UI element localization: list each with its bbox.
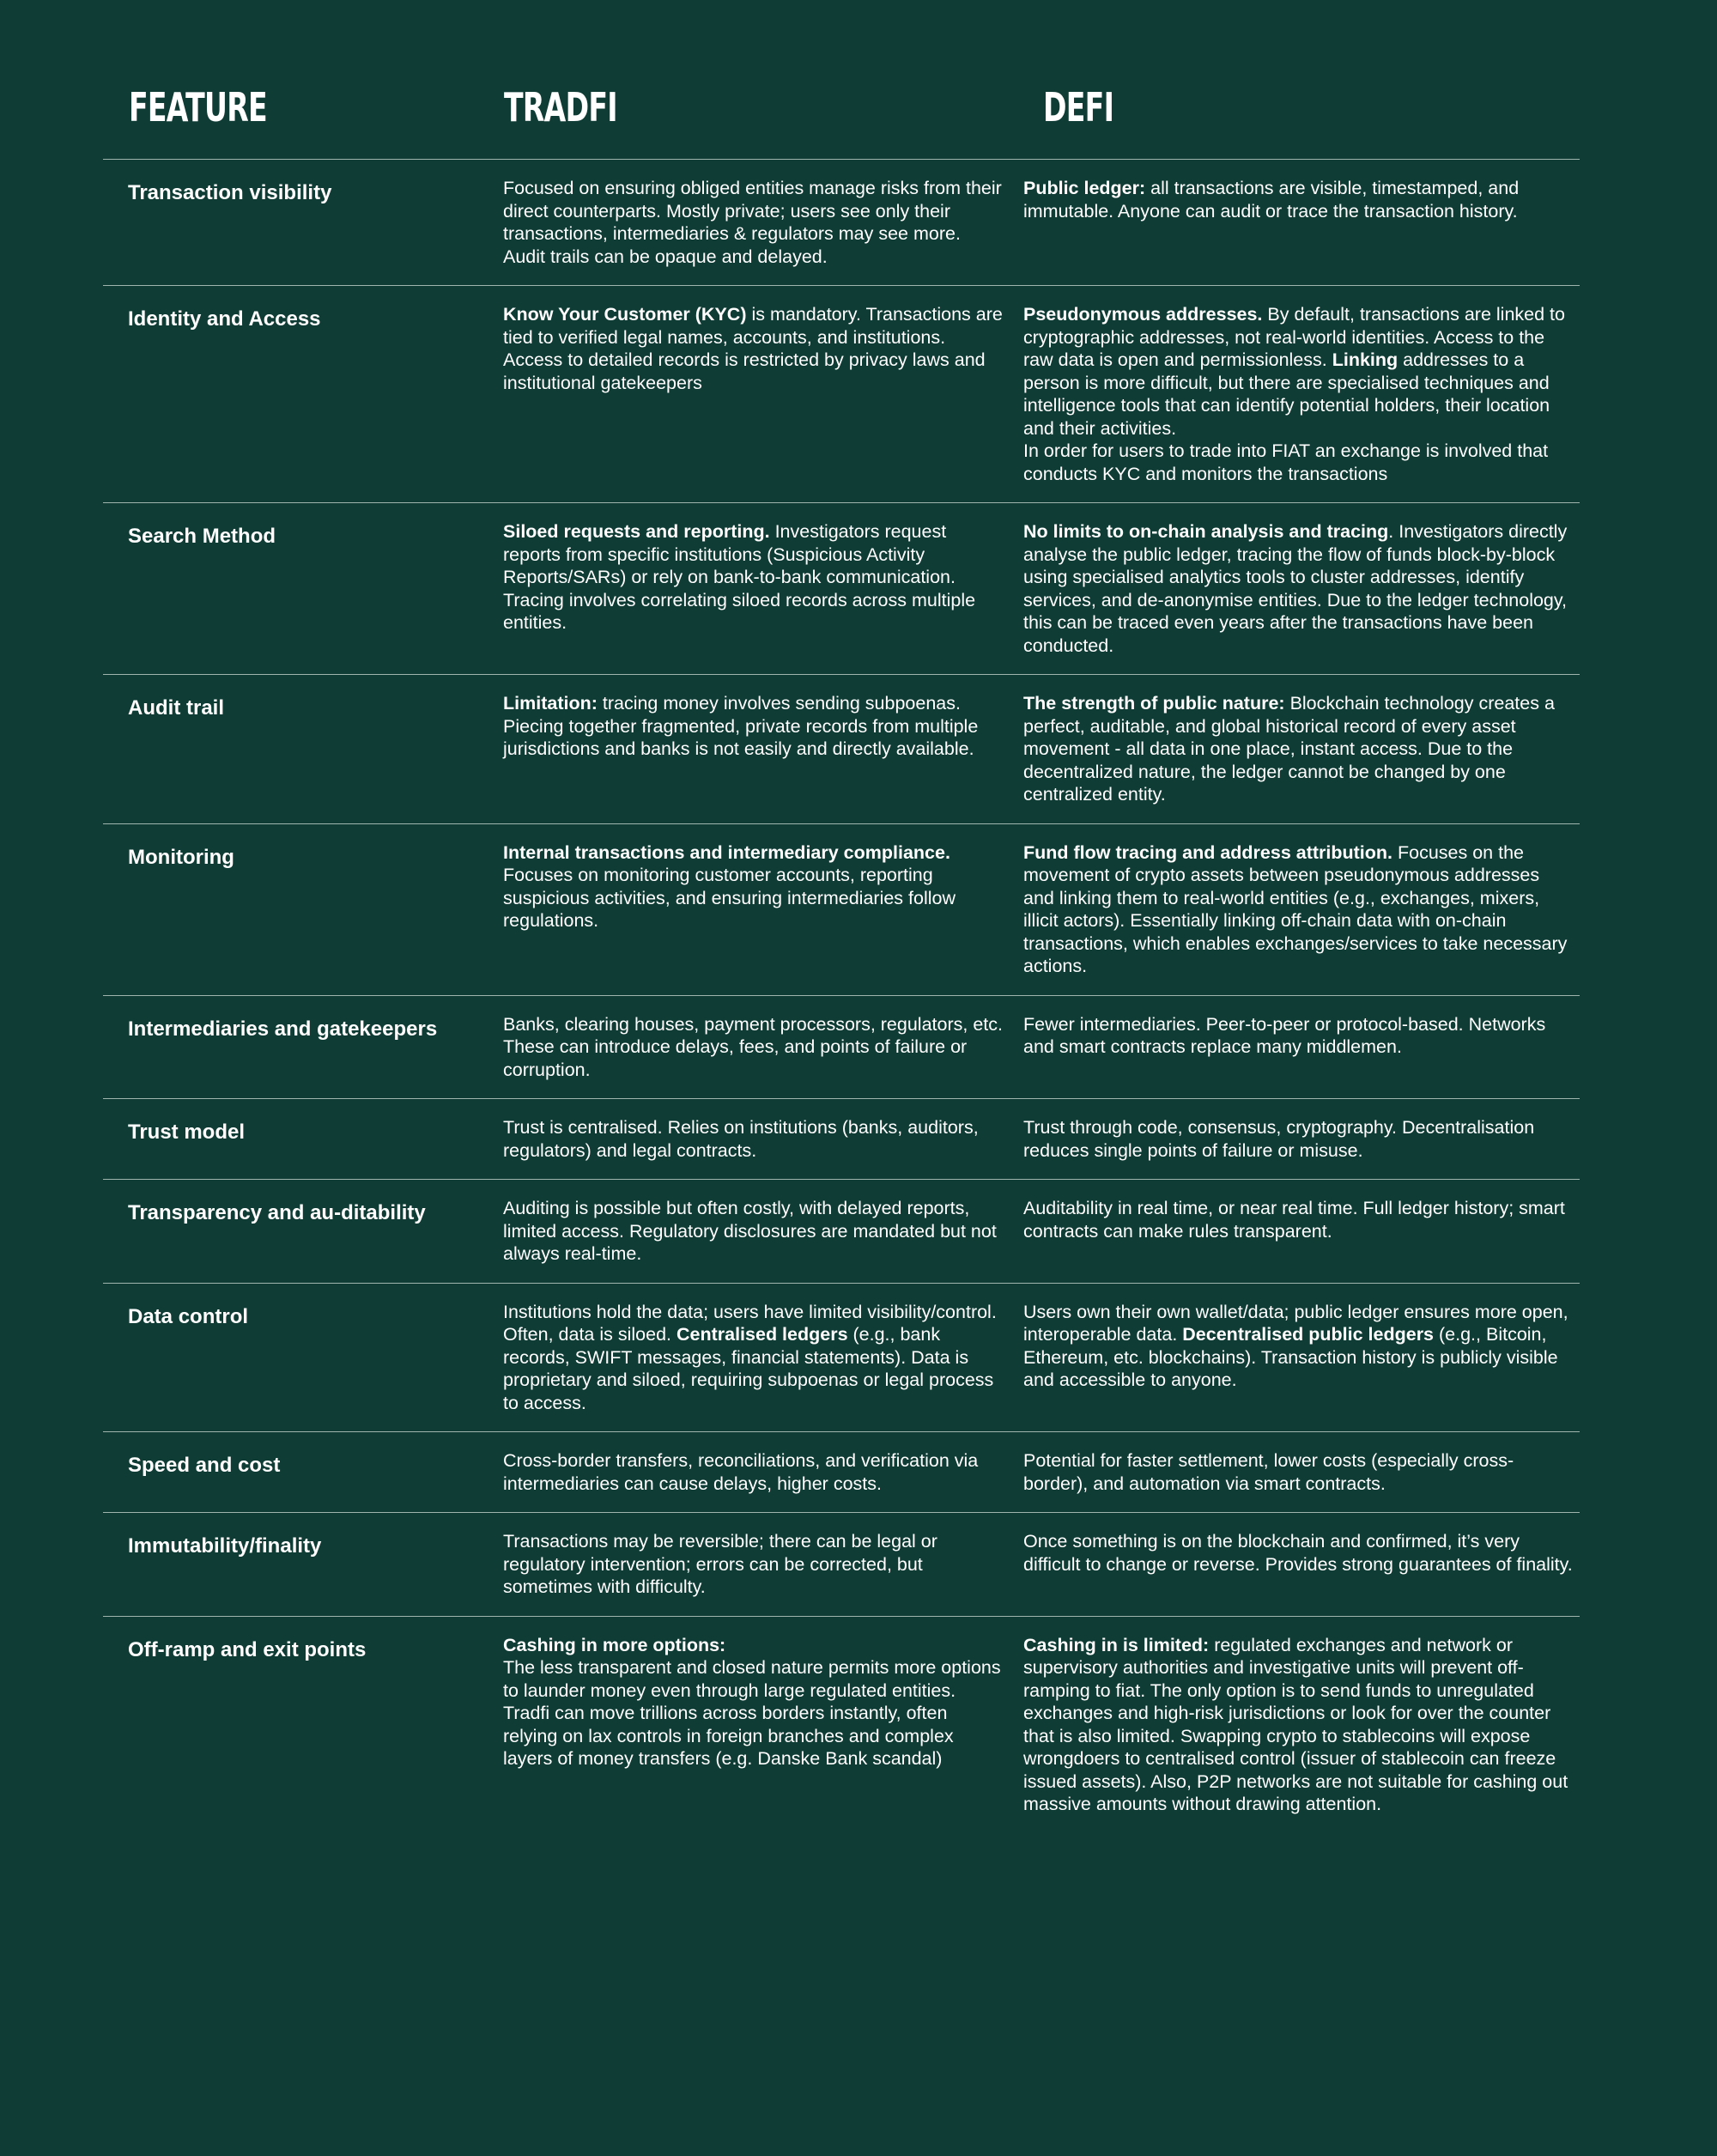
tradfi-bold: Siloed requests and reporting. — [503, 521, 770, 542]
defi-text: Focuses on the movement of crypto assets between pseudonymous addresses and linking them to real-world entities (e.g., exchanges, mixers, illicit actors). Essentially linking off-chain data with on-chain transactions, which enables exchanges/services to take necessary actions. — [1023, 841, 1568, 976]
tradfi-cell — [478, 1530, 1023, 1599]
table-row — [103, 674, 1580, 823]
feature-cell: Trust model — [128, 1121, 246, 1144]
defi-cell — [1023, 1301, 1580, 1415]
tradfi-cell — [478, 1634, 1023, 1816]
tradfi-bold: Cashing in more options: — [503, 1634, 726, 1655]
tradfi-text: Trust is centralised. Relies on institutions (banks, auditors, regulators) and legal contracts. — [503, 1117, 979, 1161]
tradfi-bold: Limitation: — [503, 693, 598, 714]
tradfi-cell — [478, 1013, 1023, 1082]
defi-cell — [1023, 177, 1580, 268]
table-row — [103, 1431, 1580, 1512]
defi-cell — [1023, 1116, 1580, 1162]
tradfi-text: tracing money involves sending subpoenas. Piecing together fragmented, private records from multiple jurisdictions and banks is not easily and directly available. — [503, 693, 979, 759]
defi-text-2: addresses to a person is more difficult, but there are specialised techniques and intelligence tools that can identify potential holders, their location and their activities. — [1023, 349, 1550, 439]
tradfi-cell — [478, 1449, 1023, 1495]
table-row — [103, 159, 1580, 285]
table-row — [103, 502, 1580, 674]
tradfi-text: Focuses on monitoring customer accounts, reporting suspicious activities, and ensuring intermediaries follow regulations. — [503, 865, 956, 931]
tradfi-text: Institutions hold the data; users have limited visibility/control. Often, data is siloed. — [503, 1301, 997, 1345]
defi-bold: Fund flow tracing and address attribution. — [1023, 841, 1393, 863]
feature-cell: Transparency and au-ditability — [128, 1201, 426, 1224]
defi-cell — [1023, 520, 1580, 657]
defi-text: Once something is on the blockchain and confirmed, it’s very difficult to change or reverse. Provides strong guarantees of finality. — [1023, 1531, 1573, 1575]
tradfi-text: Investigators request reports from specific institutions (Suspicious Activity Reports/SARs) or rely on bank-to-bank communication. Tracing involves correlating siloed records across multiple entities. — [503, 521, 976, 633]
feature-cell: Search Method — [128, 525, 276, 548]
defi-bold: No limits to on-chain analysis and tracing — [1023, 521, 1389, 542]
tradfi-text: The less transparent and closed nature permits more options to launder money even through large regulated entities. Tradfi can move trillions across borders instantly, often relying on lax controls in foreign branches and complex layers of money transfers (e.g. Danske Bank scandal) — [503, 1657, 1001, 1769]
tradfi-text: Banks, clearing houses, payment processors, regulators, etc. These can introduce delays, fees, and points of failure or corruption. — [503, 1013, 1003, 1080]
defi-text: Users own their own wallet/data; public ledger ensures more open, interoperable data. — [1023, 1301, 1568, 1345]
header-defi: DEFI — [1043, 84, 1114, 131]
defi-cell — [1023, 1530, 1580, 1599]
tradfi-bold: Internal transactions and intermediary compliance. — [503, 841, 950, 863]
defi-text: Trust through code, consensus, cryptography. Decentralisation reduces single points of failure or misuse. — [1023, 1117, 1535, 1161]
defi-bold: Pseudonymous addresses. — [1023, 304, 1263, 325]
table-header — [0, 77, 1717, 137]
defi-cell — [1023, 841, 1580, 978]
tradfi-text: is mandatory. Transactions are tied to verified legal names, accounts, and institutions. Access to detailed records is restricted by privacy laws and institutional gatekeepers — [503, 304, 1003, 393]
tradfi-cell — [478, 177, 1023, 268]
table-row — [103, 1512, 1580, 1616]
defi-bold: The strength of public nature: — [1023, 693, 1285, 714]
defi-bold: Cashing in is limited: — [1023, 1634, 1210, 1655]
defi-cell — [1023, 1013, 1580, 1082]
feature-cell: Speed and cost — [128, 1454, 281, 1477]
table-row — [103, 823, 1580, 995]
defi-text: regulated exchanges and network or supervisory authorities and investigative units will prevent off-ramping to fiat. The only option is to send funds to unregulated exchanges and high-risk jurisdictions or look for over the counter that is also limited. Swapping crypto to stablecoins will expose wrongdoers to centralised control (issuer of stablecoin can freeze issued assets). Also, P2P networks are not suitable for cashing out massive amounts without drawing attention. — [1023, 1634, 1568, 1814]
feature-cell: Monitoring — [128, 845, 234, 869]
defi-text-3: In order for users to trade into FIAT an exchange is involved that conducts KYC and monitors the transactions — [1023, 440, 1549, 484]
tradfi-bold: Know Your Customer (KYC) — [503, 304, 747, 325]
defi-cell — [1023, 1634, 1580, 1816]
table-row — [103, 285, 1580, 502]
tradfi-cell — [478, 303, 1023, 485]
header-feature: FEATURE — [129, 84, 267, 131]
table-row — [103, 1616, 1580, 1833]
table-row — [103, 1283, 1580, 1432]
tradfi-bold-2: Centralised ledgers — [676, 1324, 848, 1345]
feature-cell: Transaction visibility — [128, 181, 332, 204]
feature-cell: Identity and Access — [128, 307, 321, 331]
defi-text: Fewer intermediaries. Peer-to-peer or protocol-based. Networks and smart contracts replace many middlemen. — [1023, 1013, 1546, 1057]
tradfi-cell — [478, 841, 1023, 978]
tradfi-text: Cross-border transfers, reconciliations, and verification via intermediaries can cause delays, higher costs. — [503, 1450, 979, 1494]
comparison-table — [103, 159, 1580, 1833]
tradfi-cell — [478, 520, 1023, 657]
tradfi-text: Focused on ensuring obliged entities manage risks from their direct counterparts. Mostly private; users see only their transactions, intermediaries & regulators may see more. Audit trails can be opaque and delayed. — [503, 178, 1002, 267]
tradfi-text-2: (e.g., bank records, SWIFT messages, financial statements). Data is proprietary and siloed, requiring subpoenas or legal process to access. — [503, 1324, 994, 1413]
tradfi-cell — [478, 1197, 1023, 1266]
defi-cell — [1023, 1197, 1580, 1266]
tradfi-text: Transactions may be reversible; there can be legal or regulatory intervention; errors can be corrected, but sometimes with difficulty. — [503, 1531, 937, 1597]
defi-text: all transactions are visible, timestamped, and immutable. Anyone can audit or trace the transaction history. — [1023, 178, 1520, 222]
tradfi-text: Auditing is possible but often costly, with delayed reports, limited access. Regulatory disclosures are mandated but not always real-time. — [503, 1198, 997, 1264]
feature-cell: Intermediaries and gatekeepers — [128, 1017, 438, 1041]
defi-text: Auditability in real time, or near real time. Full ledger history; smart contracts can make rules transparent. — [1023, 1198, 1565, 1242]
table-row — [103, 1179, 1580, 1283]
feature-cell: Data control — [128, 1304, 249, 1328]
tradfi-cell — [478, 1301, 1023, 1415]
defi-bold-2: Linking — [1332, 349, 1398, 370]
defi-cell — [1023, 303, 1580, 485]
defi-text: Potential for faster settlement, lower costs (especially cross-border), and automation via smart contracts. — [1023, 1450, 1514, 1494]
feature-cell: Off-ramp and exit points — [128, 1637, 367, 1661]
table-row — [103, 1098, 1580, 1179]
defi-cell — [1023, 692, 1580, 806]
defi-text-2: (e.g., Bitcoin, Ethereum, etc. blockchains). Transaction history is publicly visible and accessible to anyone. — [1023, 1324, 1558, 1390]
tradfi-cell — [478, 1116, 1023, 1162]
defi-cell — [1023, 1449, 1580, 1495]
table-row — [103, 995, 1580, 1099]
defi-text: Blockchain technology creates a perfect, auditable, and global historical record of every asset movement - all data in one place, instant access. Due to the decentralized nature, the ledger cannot be changed by one centralized entity. — [1023, 693, 1555, 805]
header-tradfi: TRADFI — [504, 84, 617, 131]
defi-text: By default, transactions are linked to cryptographic addresses, not real-world identities. Access to the raw data is open and permissionless. — [1023, 304, 1565, 370]
tradfi-cell — [478, 692, 1023, 806]
defi-text: . Investigators directly analyse the public ledger, tracing the flow of funds block-by-block using specialised analytics tools to cluster addresses, identify services, and de-anonymise entities. Due to the ledger technology, this can be traced even years after the transactions have been conducted. — [1023, 521, 1568, 656]
defi-bold-2: Decentralised public ledgers — [1182, 1324, 1435, 1345]
feature-cell: Audit trail — [128, 696, 224, 720]
feature-cell: Immutability/finality — [128, 1534, 322, 1558]
defi-bold: Public ledger: — [1023, 178, 1146, 198]
